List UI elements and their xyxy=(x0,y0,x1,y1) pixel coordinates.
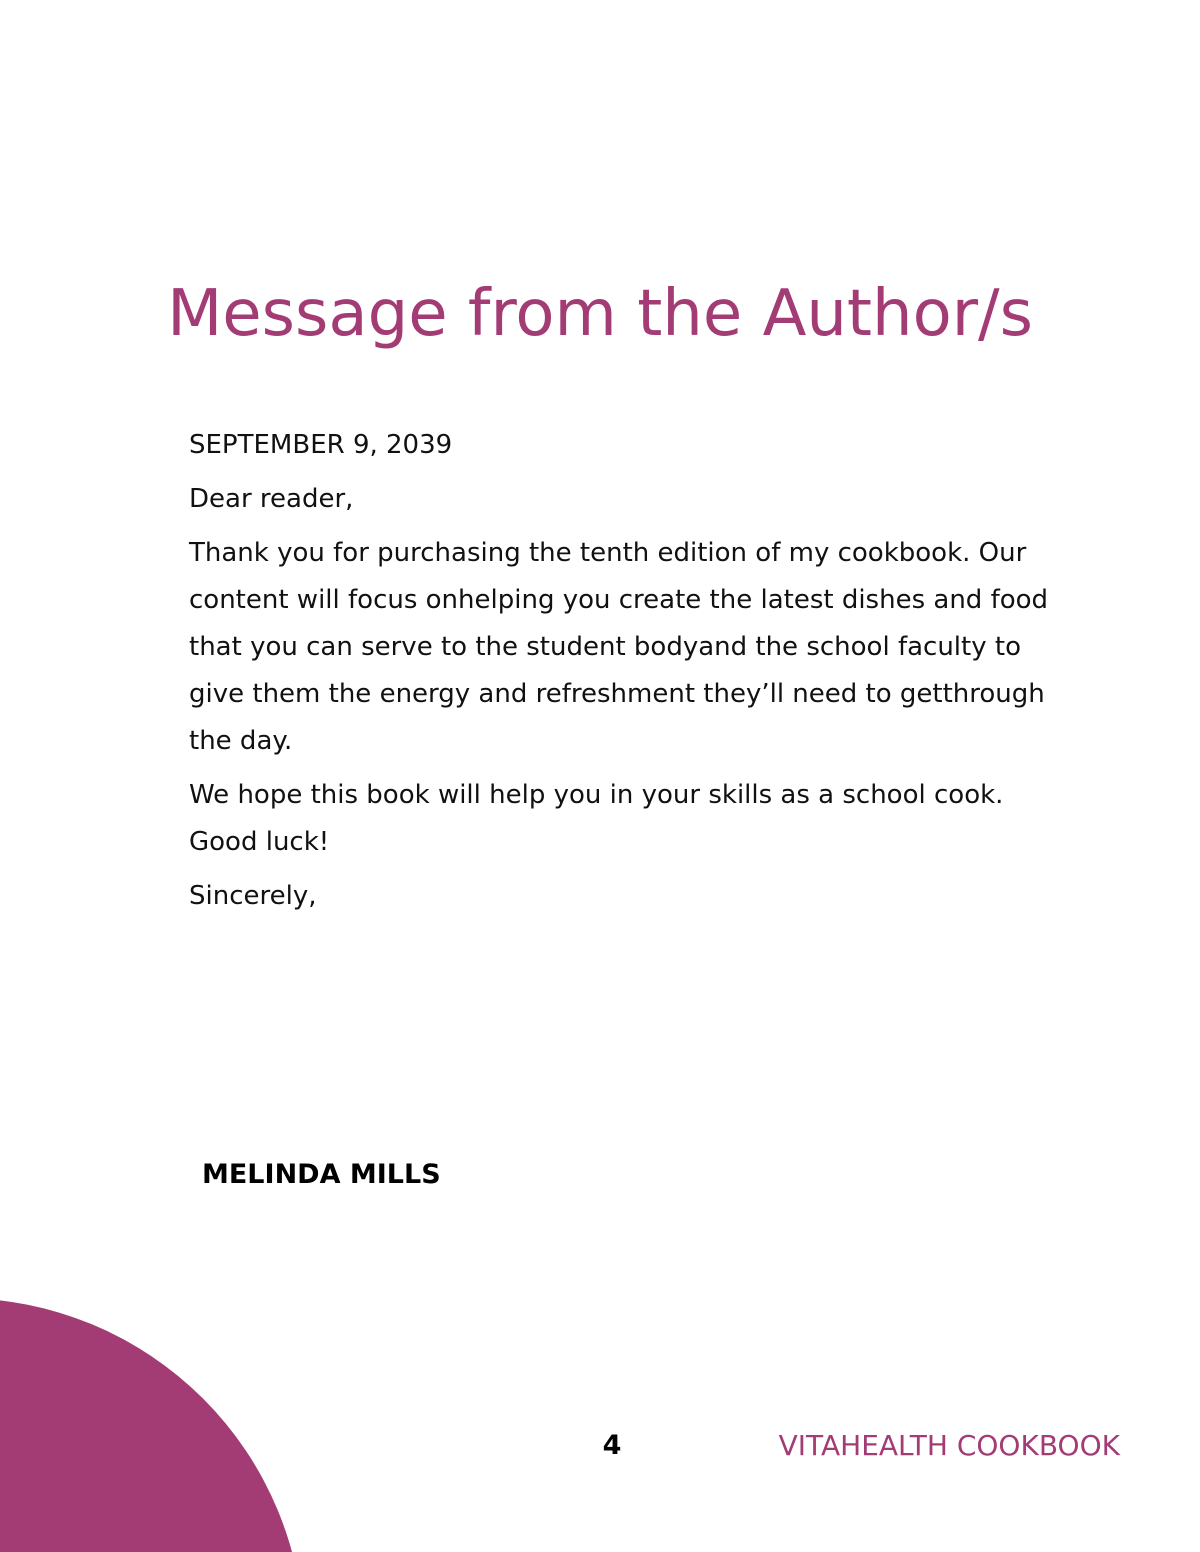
author-signature: MELINDA MILLS xyxy=(202,1159,441,1190)
letter-closing: Sincerely, xyxy=(189,881,317,911)
page-number: 4 xyxy=(602,1430,622,1461)
letter-date: SEPTEMBER 9, 2039 xyxy=(189,430,453,460)
letter-paragraph: Thank you for purchasing the tenth edition of my cookbook. Our content will focus onhelping you create the latest dishes and food that you can serve to the student bodyand the school faculty to give them the energy and refreshment they’ll need to getthrough the day. xyxy=(189,538,1049,756)
letter-greeting: Dear reader, xyxy=(189,484,354,514)
footer-book-name: VITAHEALTH COOKBOOK xyxy=(778,1429,1120,1462)
corner-circle-shape xyxy=(0,1298,304,1552)
page-title: Message from the Author/s xyxy=(167,277,1033,351)
letter-body xyxy=(189,422,1049,927)
letter-paragraph: We hope this book will help you in your skills as a school cook. Good luck! xyxy=(189,780,1004,857)
